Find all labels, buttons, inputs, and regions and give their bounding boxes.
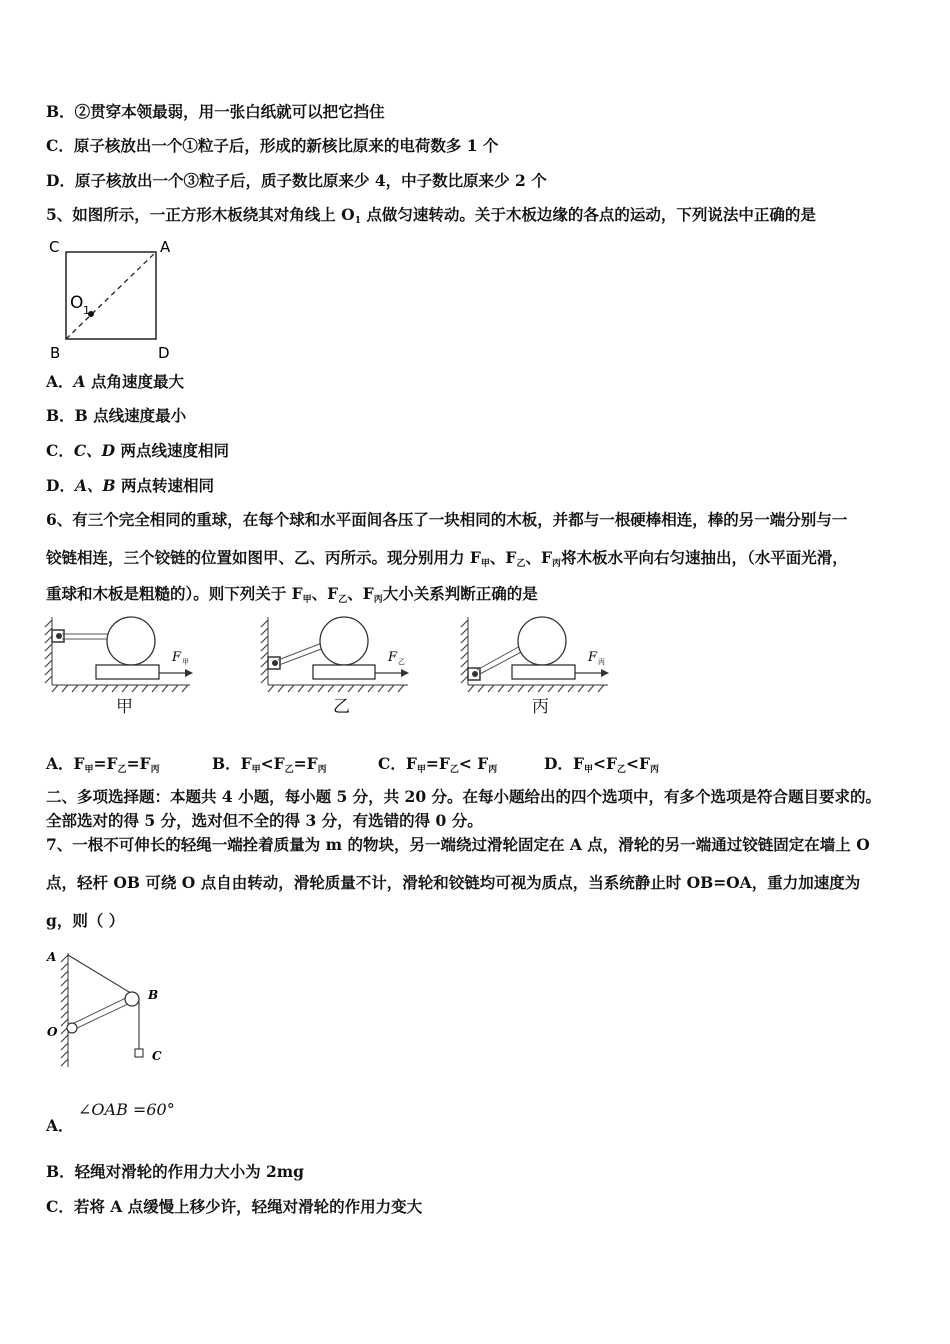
caption-bing: 丙 [532,697,549,717]
q7-pulley-figure [44,945,174,1073]
caption-yi: 乙 [333,697,350,717]
q5-option-c: C．C、D 两点线速度相同 [46,441,230,460]
q7-option-b: B．轻绳对滑轮的作用力大小为 2mg [46,1162,305,1181]
label-c: C [49,238,60,256]
q6-options [46,752,659,775]
q4-option-d: D．原子核放出一个③粒子后，质子数比原来少 4，中子数比原来少 2 个 [46,171,547,190]
q4-option-b: B．②贯穿本领最弱，用一张白纸就可以把它挡住 [46,102,385,121]
svg-text:B: B [148,988,159,1002]
svg-text:C: C [152,1049,162,1063]
q4-option-c: C．原子核放出一个①粒子后，形成的新核比原来的电荷数多 1 个 [46,136,499,155]
q6-figure-bing [458,615,618,695]
label-b: B [50,344,61,360]
q6-option-c: C．$F_甲=F_乙< F_丙$ [378,754,498,775]
label-o-sub: 1 [83,304,90,317]
q6-option-d: D．$F_甲<F_乙<F_丙$ [544,754,659,775]
q6-stem-line3: 重球和木板是粗糙的）。则下列关于 $F_甲$、$F_乙$、$F_丙$大小关系判断正确的是 [46,584,538,605]
q5-option-b: B．B 点线速度最小 [46,406,187,425]
svg-text:O: O [47,1025,58,1039]
svg-text:F: F [588,650,598,665]
q5-square-figure [46,236,186,360]
svg-text:A: A [47,950,57,964]
caption-jia: 甲 [116,697,133,717]
q7-option-a-formula: ∠OAB =60° [78,1100,175,1119]
q6-option-a: A．$F_甲=F_乙=F_丙$ [46,754,160,775]
q5-stem: 5、如图所示，一正方形木板绕其对角线上 $O_1$ 点做匀速转动。关于木板边缘的各点的运动，下列说法中正确的是 [46,205,816,226]
label-a: A [160,238,171,256]
svg-text:甲: 甲 [182,658,189,666]
section2-line1: 二、多项选择题：本题共 4 小题，每小题 5 分，共 20 分。在每小题给出的四个选项中，有多个选项是符合题目要求的。 [46,787,882,806]
q6-stem-line2: 铰链相连，三个铰链的位置如图甲、乙、丙所示。现分别用力 $F_甲$、$F_乙$、$F_丙$将木板水平向右匀速抽出，（水平面光滑， [46,548,848,569]
svg-text:丙: 丙 [598,658,605,666]
q7-stem-line2: 点，轻杆 OB 可绕 O 点自由转动，滑轮质量不计，滑轮和铰链均可视为质点，当系统静止时 OB=OA，重力加速度为 [46,873,861,892]
svg-text:乙: 乙 [398,658,405,666]
label-d: D [158,344,170,360]
q6-figure-jia [40,615,200,695]
q7-stem-line3: g，则（ ） [46,911,125,930]
svg-text:F: F [172,650,182,665]
q6-figure-yi [258,615,418,695]
q7-option-a: A． [46,1116,74,1135]
section2-line2: 全部选对的得 5 分，选对但不全的得 3 分，有选错的得 0 分。 [46,811,483,830]
q6-option-b: B．$F_甲<F_乙=F_丙$ [212,754,327,775]
q7-option-c: C．若将 A 点缓慢上移少许，轻绳对滑轮的作用力变大 [46,1197,423,1216]
q5-option-d: D．A、B 两点转速相同 [46,476,214,495]
q7-stem-line1: 7、一根不可伸长的轻绳一端拴着质量为 m 的物块，另一端绕过滑轮固定在 A 点，滑轮的另一端通过铰链固定在墙上 O [46,835,870,854]
label-o: O [70,293,84,313]
q5-option-a: A．A 点角速度最大 [46,372,184,391]
svg-text:F: F [388,650,398,665]
q6-stem-line1: 6、有三个完全相同的重球，在每个球和水平面间各压了一块相同的木板，并都与一根硬棒相连，棒的另一端分别与一 [46,510,848,529]
